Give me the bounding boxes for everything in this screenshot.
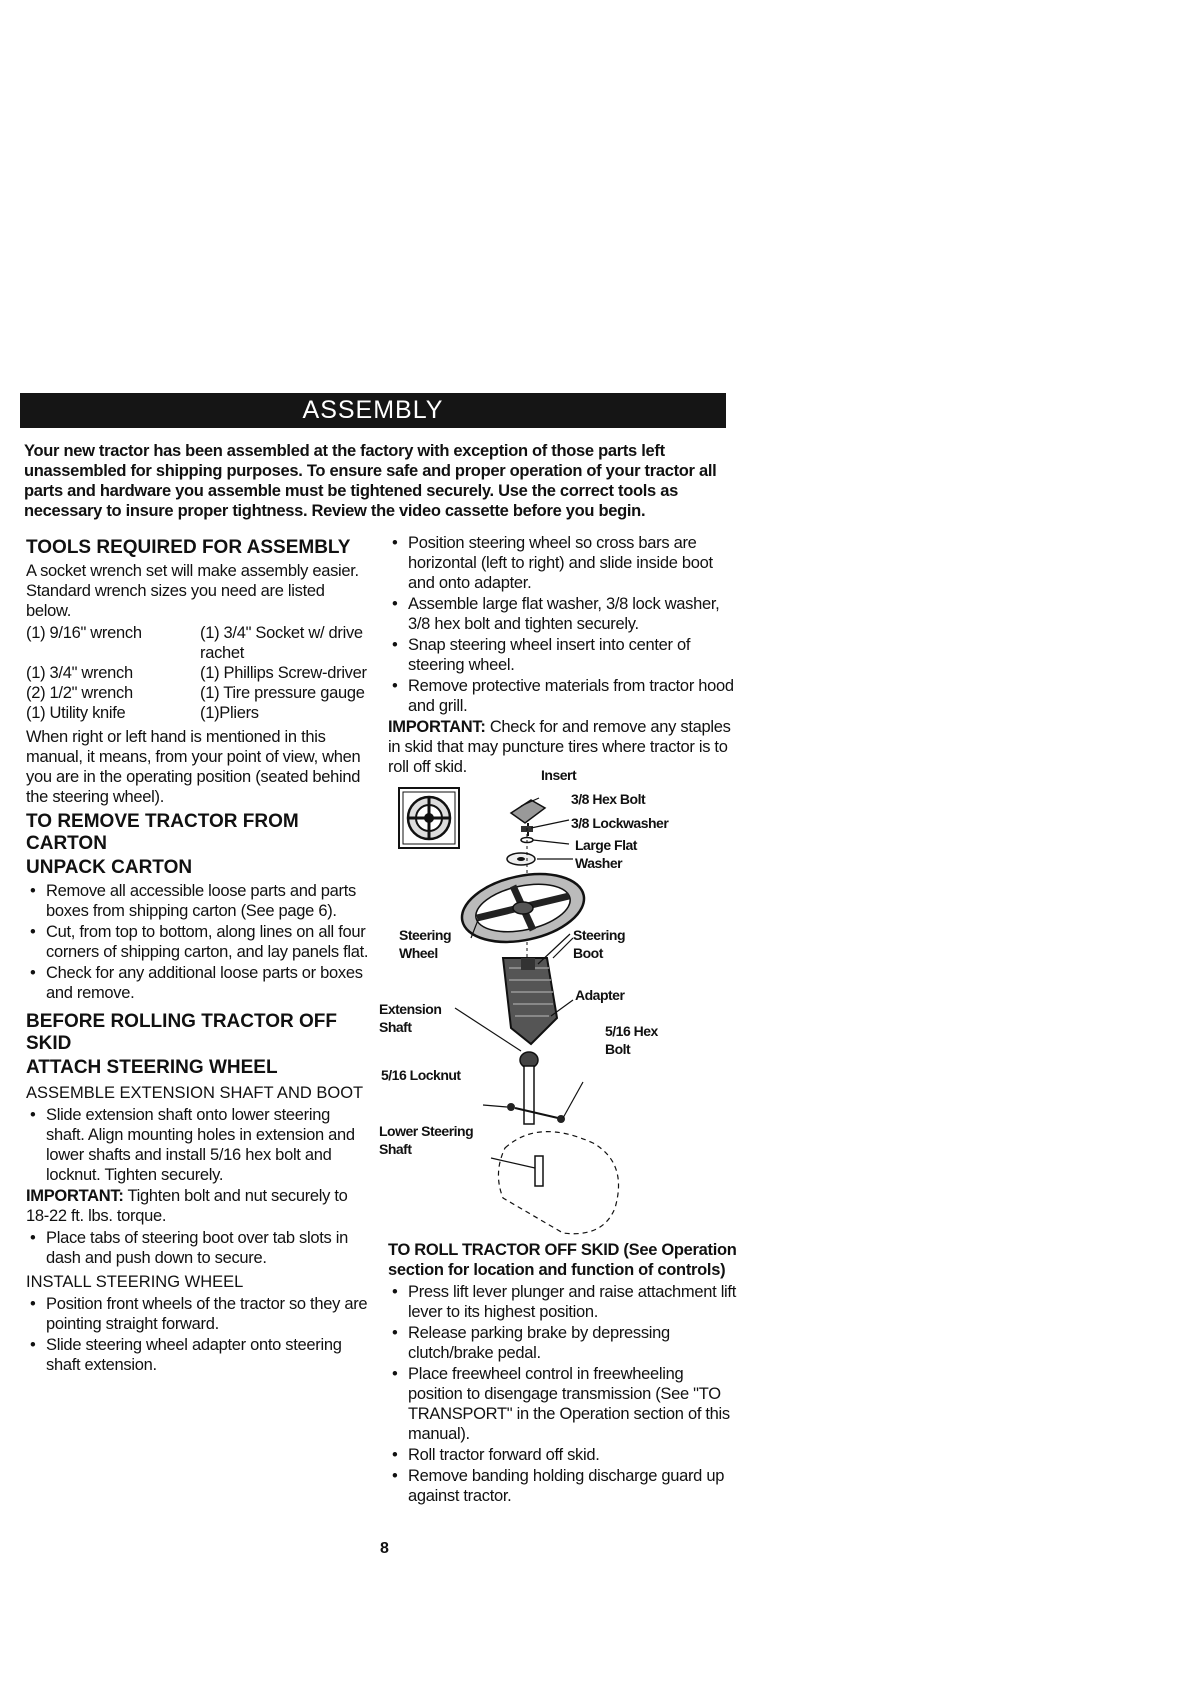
list-item: • Remove protective materials from tractor hood and grill. — [388, 676, 738, 716]
list-item: • Cut, from top to bottom, along lines on all four corners of shipping carton, and lay panels flat. — [26, 922, 371, 962]
list-item: • Remove all accessible loose parts and parts boxes from shipping carton (See page 6). — [26, 881, 371, 921]
tool-item: (1) Phillips Screw-driver — [200, 664, 367, 682]
list-item: • Slide steering wheel adapter onto steering shaft extension. — [26, 1335, 371, 1375]
tool-item: (1) 3/4" wrench — [26, 664, 133, 682]
remove-heading: TO REMOVE TRACTOR FROM CARTON — [26, 811, 299, 854]
important-note-1 — [26, 1186, 371, 1226]
roll-off-section — [388, 1240, 738, 1507]
roll-list — [388, 1282, 738, 1506]
label-516-locknut: 5/16 Locknut — [381, 1067, 461, 1083]
list-item: • Roll tractor forward off skid. — [388, 1445, 738, 1465]
label-lower-steering-shaft: Lower Steering Shaft — [379, 1123, 474, 1157]
before-heading: BEFORE ROLLING TRACTOR OFF SKID — [26, 1011, 338, 1054]
roll-heading: TO ROLL TRACTOR OFF SKID (See Operation section for location and function of controls) — [388, 1241, 737, 1279]
list-item: • Position steering wheel so cross bars are horizontal (left to right) and slide inside boot and onto adapter. — [388, 533, 738, 593]
tool-item: (1) Tire pressure gauge — [200, 684, 365, 702]
attach-heading: ATTACH STEERING WHEEL — [26, 1057, 278, 1078]
unpack-list — [26, 881, 371, 1003]
label-steering-boot: Steering Boot — [573, 927, 626, 961]
important-text: Tighten bolt and nut securely to 18-22 ft. lbs. torque. — [26, 1187, 348, 1225]
label-hex-bolt: 3/8 Hex Bolt — [571, 791, 646, 807]
label-insert: Insert — [541, 767, 577, 783]
label-lockwasher: 3/8 Lockwasher — [571, 815, 669, 831]
tool-item: (1) Utility knife — [26, 704, 126, 722]
list-item: • Place tabs of steering boot over tab slots in dash and push down to secure. — [26, 1228, 371, 1268]
step2-heading: INSTALL STEERING WHEEL — [26, 1273, 244, 1291]
tool-item: (2) 1/2" wrench — [26, 684, 133, 702]
intro-paragraph: Your new tractor has been assembled at the factory with exception of those parts left unassembled for shipping purposes. To ensure safe and proper operation of your tractor all parts and hardware you assemble must be tightened securely. Use the correct tools as necessary to insure proper tightness. Review the video cassette before you begin. — [24, 442, 717, 520]
tool-item: (1) 3/4" Socket w/ drive rachet — [200, 624, 363, 662]
list-item: • Release parking brake by depressing clutch/brake pedal. — [388, 1323, 738, 1363]
page-number: 8 — [380, 1540, 389, 1557]
tool-item: (1)Pliers — [200, 704, 259, 722]
step1-list-2 — [26, 1228, 371, 1268]
list-item: • Slide extension shaft onto lower steering shaft. Align mounting holes in extension and lower shafts and install 5/16 hex bolt and locknut. Tighten securely. — [26, 1105, 371, 1185]
steering-assembly-diagram — [379, 767, 743, 1238]
list-item: • Snap steering wheel insert into center of steering wheel. — [388, 635, 738, 675]
label-steering-wheel: Steering Wheel — [399, 927, 452, 961]
tools-text: A socket wrench set will make assembly easier. Standard wrench sizes you need are listed below. — [26, 562, 359, 620]
step2-list — [26, 1294, 371, 1375]
section-banner: ASSEMBLY — [20, 393, 726, 428]
left-column — [26, 533, 371, 1376]
steering-list — [388, 533, 738, 716]
list-item: • Remove banding holding discharge guard up against tractor. — [388, 1466, 738, 1506]
tool-item: (1) 9/16" wrench — [26, 624, 142, 642]
unpack-heading: UNPACK CARTON — [26, 857, 193, 878]
label-adapter: Adapter — [575, 987, 625, 1003]
right-column — [388, 533, 738, 779]
tools-heading: TOOLS REQUIRED FOR ASSEMBLY — [26, 537, 351, 558]
label-516-hex-bolt: 5/16 Hex Bolt — [605, 1023, 658, 1057]
step1-heading: ASSEMBLE EXTENSION SHAFT AND BOOT — [26, 1084, 364, 1102]
important-label: IMPORTANT: — [388, 718, 486, 736]
list-item: • Position front wheels of the tractor so they are pointing straight forward. — [26, 1294, 371, 1334]
list-item: • Place freewheel control in freewheeling position to disengage transmission (See "TO TRANSPORT" in the Operation section of this manual). — [388, 1364, 738, 1444]
list-item: • Press lift lever plunger and raise attachment lift lever to its highest position. — [388, 1282, 738, 1322]
tools-list — [26, 623, 371, 723]
label-extension-shaft: Extension Shaft — [379, 1001, 442, 1035]
list-item: • Assemble large flat washer, 3/8 lock washer, 3/8 hex bolt and tighten securely. — [388, 594, 738, 634]
list-item: • Check for any additional loose parts or boxes and remove. — [26, 963, 371, 1003]
label-large-flat-washer: Large Flat Washer — [575, 837, 637, 871]
important-text: Check for and remove any staples in skid that may puncture tires where tractor is to roll off skid. — [388, 718, 731, 776]
step1-list — [26, 1105, 371, 1185]
important-label: IMPORTANT: — [26, 1187, 124, 1205]
hand-note: When right or left hand is mentioned in this manual, it means, from your point of view, when you are in the operating position (seated behind the steering wheel). — [26, 728, 361, 806]
